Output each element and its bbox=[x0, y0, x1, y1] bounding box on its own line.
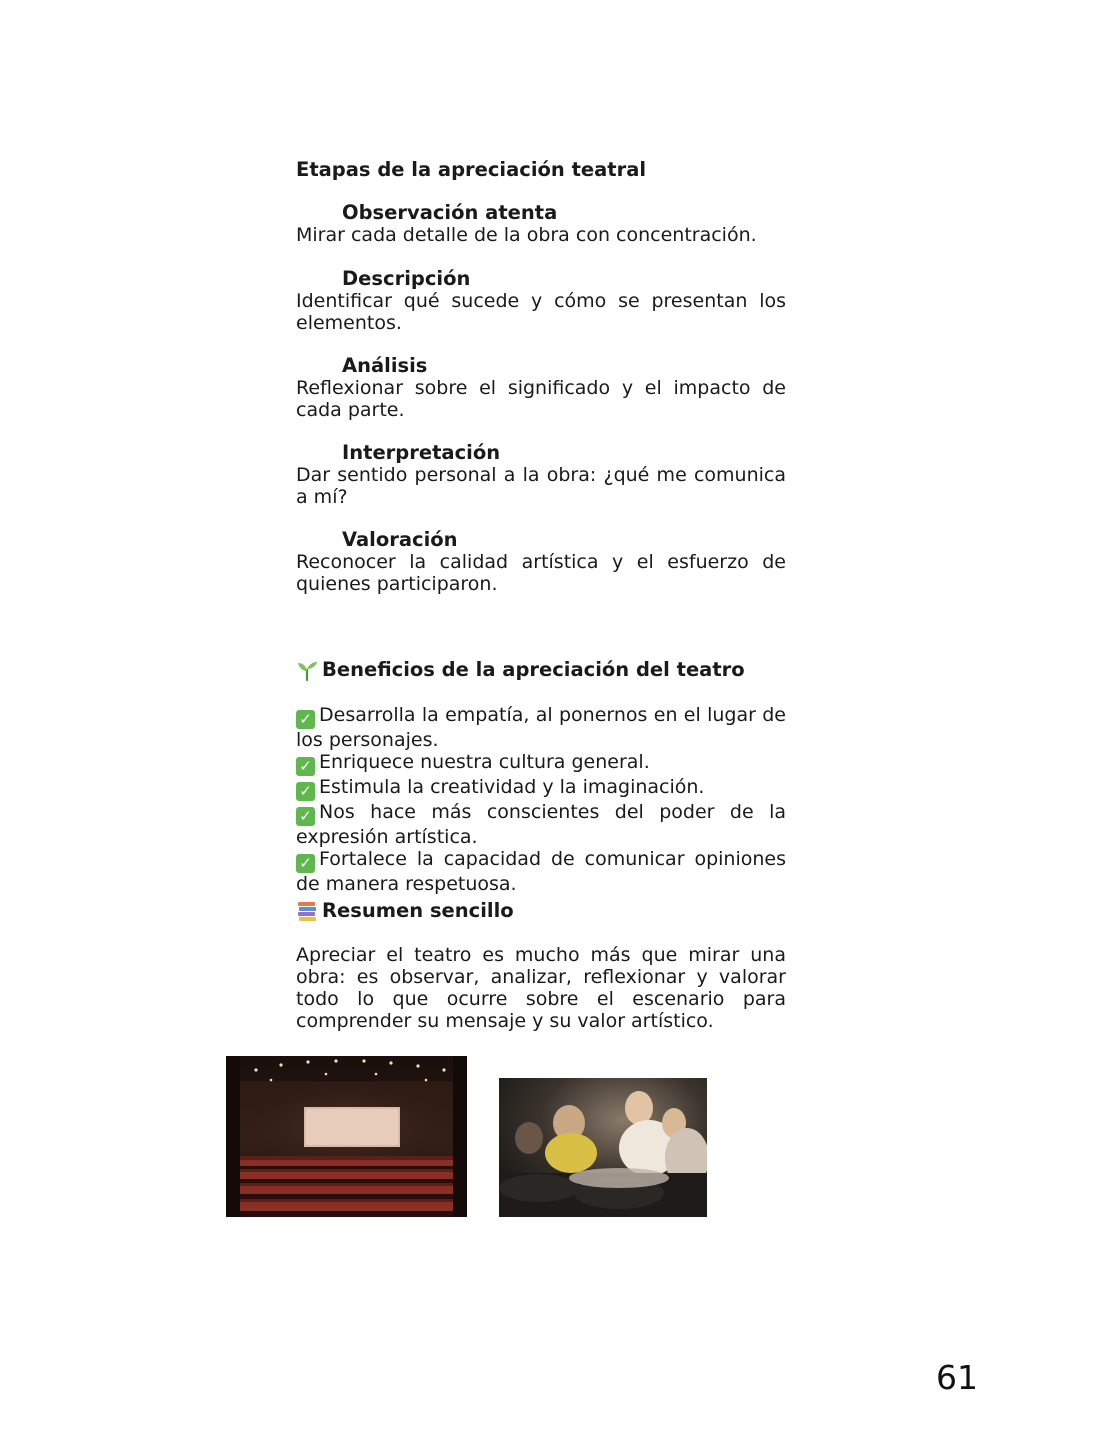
stage-heading: Observación atenta bbox=[342, 201, 558, 224]
stage-item-1 bbox=[296, 202, 786, 246]
benefit-item: ✓ Enriquece nuestra cultura general. bbox=[296, 751, 786, 776]
check-icon: ✓ bbox=[296, 710, 315, 729]
summary-text: Apreciar el teatro es mucho más que mirar una obra: es observar, analizar, reflexionar y valorar todo lo que ocurre sobre el escenario para comprender su mensaje y su valor artístico. bbox=[296, 944, 786, 1032]
benefits-title-text: Beneficios de la apreciación del teatro bbox=[322, 658, 745, 681]
benefit-item: ✓ Desarrolla la empatía, al ponernos en el lugar de los personajes. bbox=[296, 704, 786, 751]
stage-item-4 bbox=[296, 442, 786, 508]
stage-heading: Valoración bbox=[342, 528, 458, 551]
check-icon: ✓ bbox=[296, 807, 315, 826]
stage-item-2 bbox=[296, 268, 786, 334]
books-icon bbox=[296, 900, 318, 922]
stage-heading: Interpretación bbox=[342, 441, 501, 464]
stages-title: Etapas de la apreciación teatral bbox=[296, 158, 647, 181]
check-icon: ✓ bbox=[296, 757, 315, 776]
stage-heading: Análisis bbox=[342, 354, 428, 377]
check-icon: ✓ bbox=[296, 854, 315, 873]
benefit-item: ✓ Nos hace más conscientes del poder de la expresión artística. bbox=[296, 801, 786, 848]
benefit-item: ✓ Estimula la creatividad y la imaginación. bbox=[296, 776, 786, 801]
stage-text: Reconocer la calidad artística y el esfuerzo de quienes participaron. bbox=[296, 551, 786, 595]
check-icon: ✓ bbox=[296, 782, 315, 801]
stage-text: Identificar qué sucede y cómo se presentan los elementos. bbox=[296, 290, 786, 334]
summary-block bbox=[296, 944, 786, 1032]
audience-photo bbox=[499, 1078, 707, 1217]
benefits-list bbox=[296, 704, 786, 895]
cinema-hall-photo bbox=[226, 1056, 467, 1217]
stage-text: Mirar cada detalle de la obra con concentración. bbox=[296, 224, 757, 246]
sprout-icon bbox=[296, 659, 318, 681]
benefits-title bbox=[296, 658, 745, 681]
stage-text: Reflexionar sobre el significado y el impacto de cada parte. bbox=[296, 377, 786, 421]
summary-title-text: Resumen sencillo bbox=[322, 899, 514, 922]
stage-heading: Descripción bbox=[342, 267, 471, 290]
benefit-item: ✓ Fortalece la capacidad de comunicar opiniones de manera respetuosa. bbox=[296, 848, 786, 895]
page-number: 61 bbox=[936, 1358, 978, 1397]
stage-text: Dar sentido personal a la obra: ¿qué me comunica a mí? bbox=[296, 464, 786, 508]
summary-title bbox=[296, 899, 514, 922]
stage-item-5 bbox=[296, 529, 786, 595]
stage-item-3 bbox=[296, 355, 786, 421]
